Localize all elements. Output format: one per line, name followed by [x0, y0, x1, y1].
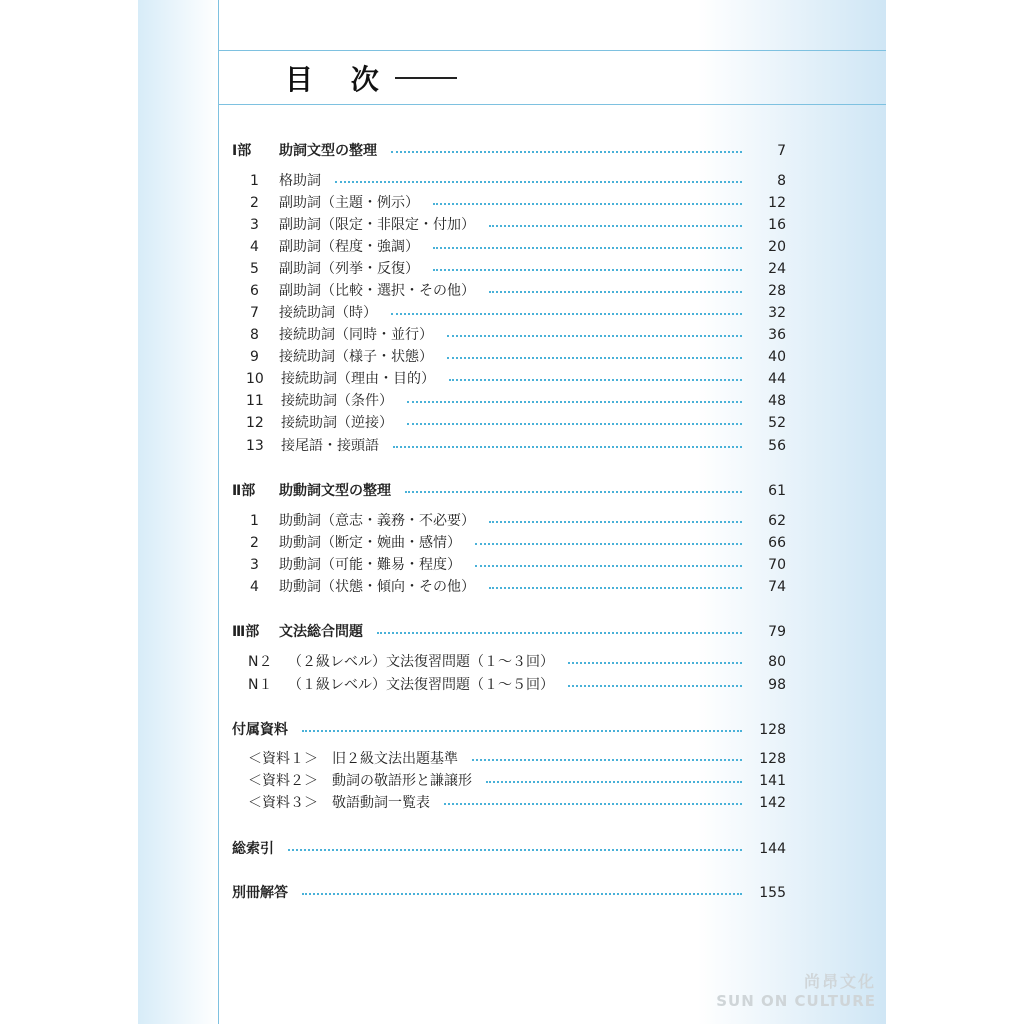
dotted-leader [393, 446, 742, 448]
toc-page-number: 155 [759, 885, 786, 901]
toc-page-number: 48 [768, 393, 786, 409]
toc-entry-title: 助動詞（断定・婉曲・感情） [279, 535, 461, 551]
watermark-english: SUN ON CULTURE [716, 992, 876, 1010]
toc-entry-title: 付属資料 [232, 722, 288, 738]
toc-number: 2 [250, 535, 259, 551]
toc-page-number: 7 [777, 143, 786, 159]
toc-entry-title: 接続助詞（逆接） [281, 415, 393, 431]
toc-number: N１ [248, 677, 273, 693]
toc-page-number: 128 [759, 751, 786, 767]
dotted-leader [486, 781, 742, 783]
header-top-rule [218, 50, 886, 51]
toc-item-row [0, 792, 1024, 814]
toc-page-number: 24 [768, 261, 786, 277]
toc-entry-title: 副助詞（程度・強調） [279, 239, 419, 255]
dotted-leader [568, 685, 742, 687]
toc-entry-title: （１級レベル）文法復習問題（１～５回） [288, 677, 554, 693]
toc-page-number: 79 [768, 624, 786, 640]
dotted-leader [302, 730, 742, 732]
toc-page-number: 144 [759, 841, 786, 857]
dotted-leader [447, 357, 742, 359]
dotted-leader [407, 423, 742, 425]
toc-page-number: 56 [768, 438, 786, 454]
toc-entry-title: 文法総合問題 [279, 624, 363, 640]
toc-item-row [0, 748, 1024, 770]
toc-entry-title: 接続助詞（理由・目的） [281, 371, 435, 387]
toc-entry-title: 副助詞（主題・例示） [279, 195, 419, 211]
toc-item-row [0, 510, 1024, 532]
dotted-leader [288, 849, 742, 851]
toc-entry-title: 副助詞（列挙・反復） [279, 261, 419, 277]
toc-number: 5 [250, 261, 259, 277]
toc-item-row [0, 576, 1024, 598]
toc-part-row [0, 621, 1024, 643]
toc-item-row [0, 674, 1024, 696]
toc-number: 12 [246, 415, 264, 431]
toc-page-number: 40 [768, 349, 786, 365]
toc-entry-title: 接続助詞（時） [279, 305, 377, 321]
toc-item-row [0, 192, 1024, 214]
toc-item-row [0, 236, 1024, 258]
toc-number: 2 [250, 195, 259, 211]
toc-part-row [0, 480, 1024, 502]
dotted-leader [407, 401, 742, 403]
toc-item-row [0, 368, 1024, 390]
dotted-leader [449, 379, 742, 381]
toc-number: Ⅱ部 [232, 483, 256, 499]
toc-number: 3 [250, 557, 259, 573]
toc-page-number: 128 [759, 722, 786, 738]
toc-page-number: 8 [777, 173, 786, 189]
toc-page-number: 16 [768, 217, 786, 233]
toc-item-row [0, 324, 1024, 346]
toc-entry-title: 助動詞（可能・難易・程度） [279, 557, 461, 573]
toc-item-row [0, 214, 1024, 236]
toc-part-row [0, 838, 1024, 860]
toc-page-number: 12 [768, 195, 786, 211]
toc-entry-title: ＜資料２＞ 動詞の敬語形と謙譲形 [248, 773, 472, 789]
toc-entry-title: 別冊解答 [232, 885, 288, 901]
dotted-leader [335, 181, 742, 183]
title-dash [395, 77, 457, 79]
page-title-text: 目 次 [285, 63, 393, 96]
toc-page-number: 20 [768, 239, 786, 255]
toc-number: Ⅰ部 [232, 143, 252, 159]
toc-number: 13 [246, 438, 264, 454]
toc-page-number: 98 [768, 677, 786, 693]
toc-entry-title: 接続助詞（様子・状態） [279, 349, 433, 365]
toc-entry-title: 接続助詞（条件） [281, 393, 393, 409]
toc-number: 11 [246, 393, 264, 409]
toc-item-row [0, 770, 1024, 792]
dotted-leader [302, 893, 742, 895]
toc-item-row [0, 258, 1024, 280]
toc-entry-title: 助動詞（意志・義務・不必要） [279, 513, 475, 529]
dotted-leader [489, 521, 742, 523]
toc-number: N２ [248, 654, 273, 670]
toc-entry-title: 助動詞（状態・傾向・その他） [279, 579, 475, 595]
toc-number: Ⅲ部 [232, 624, 260, 640]
toc-number: 8 [250, 327, 259, 343]
toc-page-number: 62 [768, 513, 786, 529]
dotted-leader [472, 759, 742, 761]
dotted-leader [489, 225, 742, 227]
toc-entry-title: ＜資料３＞ 敬語動詞一覧表 [248, 795, 430, 811]
toc-number: 1 [250, 513, 259, 529]
dotted-leader [444, 803, 742, 805]
toc-number: 4 [250, 239, 259, 255]
toc-part-row [0, 882, 1024, 904]
toc-page-number: 28 [768, 283, 786, 299]
dotted-leader [391, 151, 742, 153]
toc-number: 1 [250, 173, 259, 189]
toc-page-number: 80 [768, 654, 786, 670]
toc-entry-title: ＜資料１＞ 旧２級文法出題基準 [248, 751, 458, 767]
toc-page-number: 142 [759, 795, 786, 811]
toc-page-number: 61 [768, 483, 786, 499]
toc-number: 4 [250, 579, 259, 595]
dotted-leader [489, 291, 742, 293]
watermark-chinese: 尚昂文化 [803, 972, 876, 991]
dotted-leader [489, 587, 742, 589]
toc-page-number: 44 [768, 371, 786, 387]
toc-item-row [0, 435, 1024, 457]
header-bottom-rule [218, 104, 886, 105]
dotted-leader [433, 269, 742, 271]
dotted-leader [405, 491, 742, 493]
toc-entry-title: 格助詞 [279, 173, 321, 189]
toc-item-row [0, 302, 1024, 324]
toc-item-row [0, 532, 1024, 554]
dotted-leader [475, 543, 742, 545]
toc-part-row [0, 140, 1024, 162]
toc-number: 10 [246, 371, 264, 387]
page-title [285, 58, 457, 98]
toc-entry-title: 助詞文型の整理 [279, 143, 377, 159]
toc-item-row [0, 346, 1024, 368]
dotted-leader [377, 632, 742, 634]
toc-entry-title: 接尾語・接頭語 [281, 438, 379, 454]
publisher-watermark [716, 969, 876, 1010]
toc-item-row [0, 390, 1024, 412]
toc-item-row [0, 280, 1024, 302]
toc-number: 9 [250, 349, 259, 365]
dotted-leader [447, 335, 742, 337]
dotted-leader [433, 203, 742, 205]
toc-number: 6 [250, 283, 259, 299]
toc-entry-title: 副助詞（限定・非限定・付加） [279, 217, 475, 233]
toc-entry-title: 助動詞文型の整理 [279, 483, 391, 499]
toc-part-row [0, 719, 1024, 741]
dotted-leader [475, 565, 742, 567]
toc-page-number: 74 [768, 579, 786, 595]
toc-entry-title: 副助詞（比較・選択・その他） [279, 283, 475, 299]
dotted-leader [433, 247, 742, 249]
toc-entry-title: 接続助詞（同時・並行） [279, 327, 433, 343]
toc-entry-title: 総索引 [232, 841, 274, 857]
toc-number: 7 [250, 305, 259, 321]
toc-item-row [0, 170, 1024, 192]
toc-page-number: 70 [768, 557, 786, 573]
toc-item-row [0, 651, 1024, 673]
dotted-leader [391, 313, 742, 315]
toc-item-row [0, 554, 1024, 576]
toc-page-number: 36 [768, 327, 786, 343]
toc-page-number: 52 [768, 415, 786, 431]
toc-page-number: 141 [759, 773, 786, 789]
toc-item-row [0, 412, 1024, 434]
toc-page-number: 32 [768, 305, 786, 321]
toc-page-number: 66 [768, 535, 786, 551]
dotted-leader [568, 662, 742, 664]
toc-entry-title: （２級レベル）文法復習問題（１～３回） [288, 654, 554, 670]
toc-number: 3 [250, 217, 259, 233]
